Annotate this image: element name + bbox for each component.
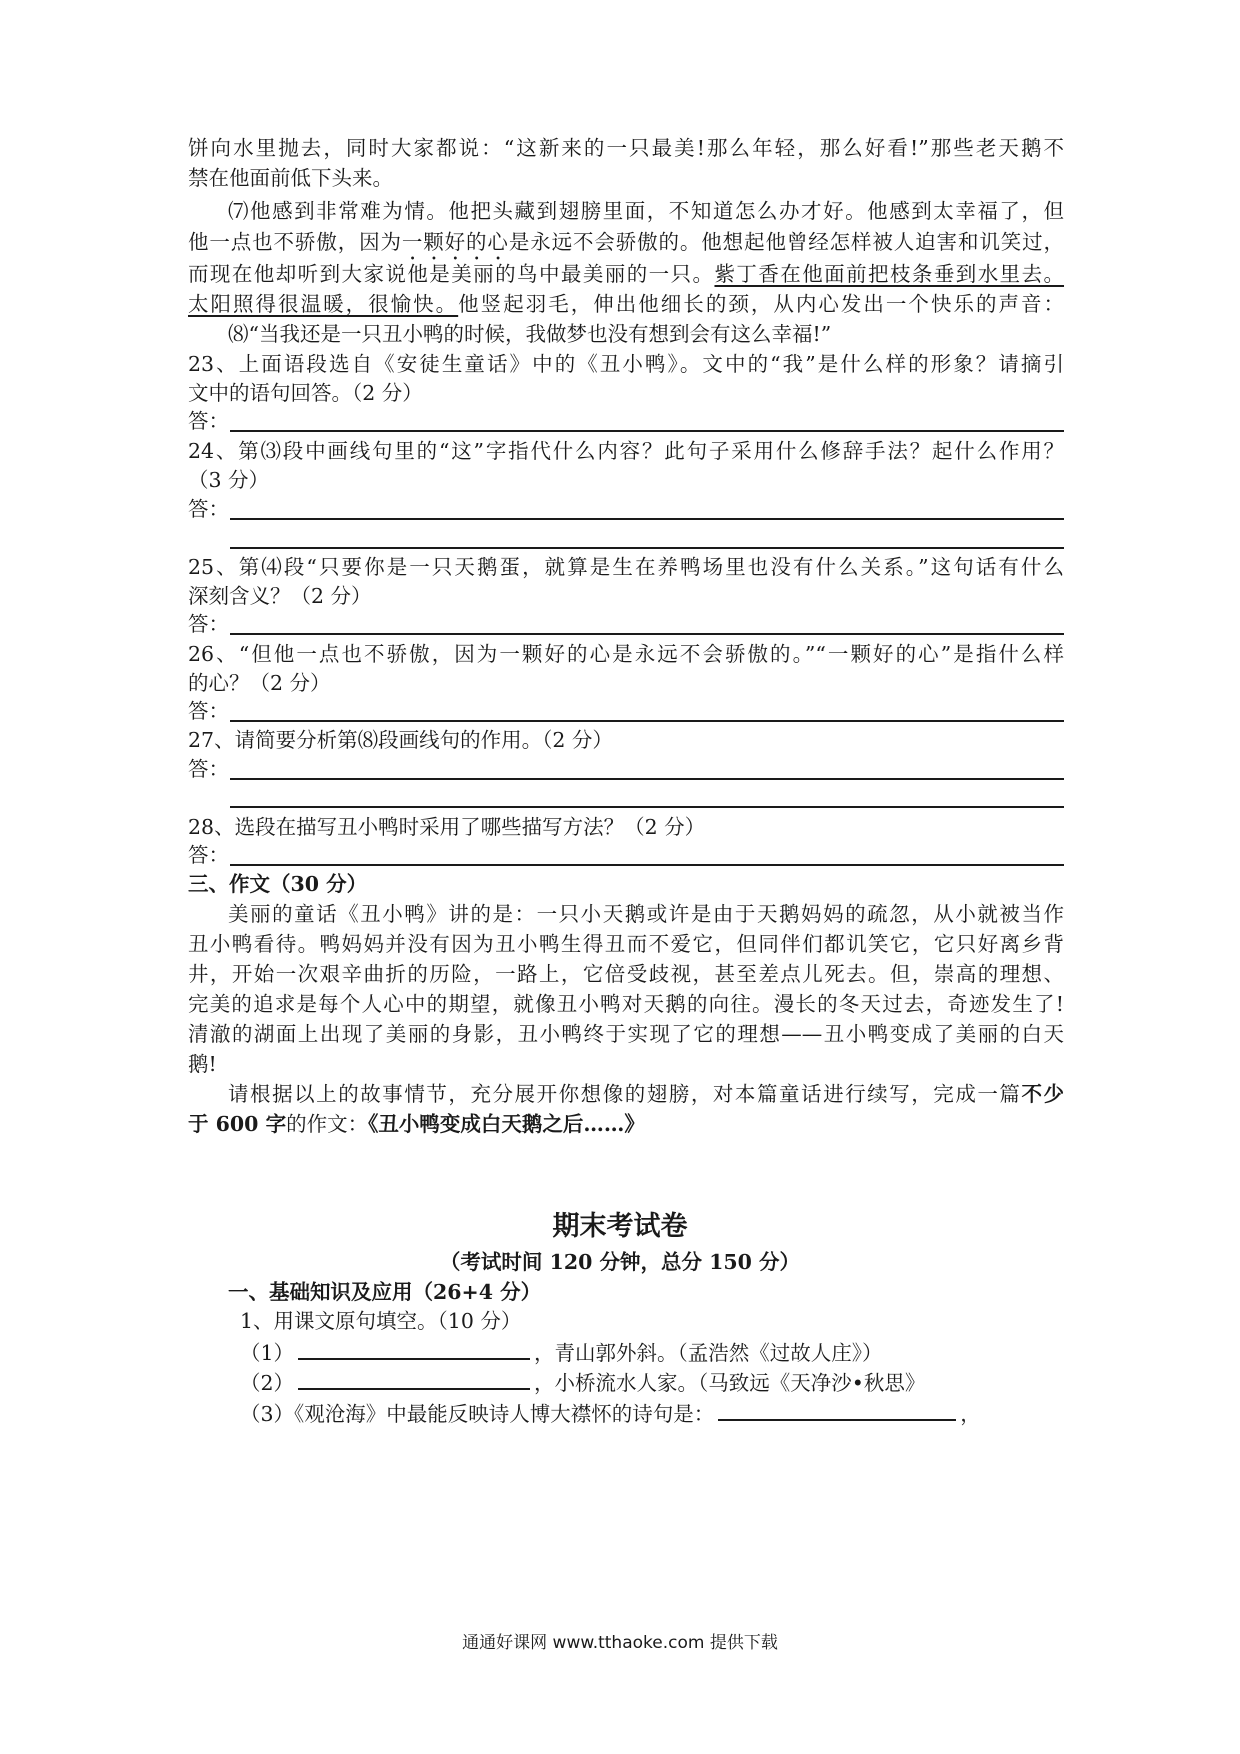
answer-line[interactable] xyxy=(230,547,1064,549)
underlined-sentence: 太阳照得很温暖，很愉快。 xyxy=(188,292,459,316)
text-run: 他竖起羽毛，伸出他细长的颈，从内心发出一个快乐的声音： xyxy=(458,292,1065,316)
fill-text: ，青山郭外斜。（孟浩然《过故人庄》） xyxy=(534,1341,883,1365)
question-26: 26、“但他一点也不骄傲，因为一颗好的心是永远不会骄傲的。”“一颗好的心”是指什么样 xyxy=(188,642,1064,666)
answer-label: 答： xyxy=(188,612,229,636)
composition-line: 清澈的湖面上出现了美丽的身影，丑小鸭终于实现了它的理想——丑小鸭变成了美丽的白天 xyxy=(188,1022,1064,1046)
exam-subtitle: （考试时间 120 分钟，总分 150 分） xyxy=(439,1250,801,1274)
paragraph-7-line: ⑺他感到非常难为情。他把头藏到翅膀里面，不知道怎么办才好。他感到太幸福了，但 xyxy=(228,199,1064,223)
answer-label: 答： xyxy=(188,757,229,781)
composition-line xyxy=(228,1079,1064,1109)
question-1: 1、用课文原句填空。（10 分） xyxy=(240,1309,522,1333)
fill-blank[interactable] xyxy=(718,1397,956,1421)
fill-text: ，小桥流水人家。（马致远《天净沙•秋思》 xyxy=(534,1371,926,1395)
answer-27 xyxy=(188,754,1064,784)
text-run: 他一点也不骄傲，因为 xyxy=(188,230,402,254)
answer-line[interactable] xyxy=(230,430,1064,432)
item-number: （1） xyxy=(240,1341,295,1365)
composition-line xyxy=(188,1109,1064,1139)
text-run: 而现在他却听到大家说他是美丽的鸟中最美丽的一只。 xyxy=(188,262,715,286)
section-heading: 三、作文（30 分） xyxy=(188,872,368,896)
answer-label: 答： xyxy=(188,409,229,433)
question-26: 的心？（2 分） xyxy=(188,671,331,695)
fill-row xyxy=(240,1366,925,1396)
dotted-emphasis: 一颗好的心 xyxy=(401,230,509,254)
answer-line[interactable] xyxy=(230,778,1064,780)
passage-line: 禁在他面前低下头来。 xyxy=(188,166,393,190)
fill-blank[interactable] xyxy=(298,1366,530,1390)
composition-line: 井，开始一次艰辛曲折的历险，一路上，它倍受歧视，甚至差点儿死去。但，崇高的理想、 xyxy=(188,962,1064,986)
text-run: 是永远不会骄傲的。他想起他曾经怎样被人迫害和讥笑过， xyxy=(508,230,1064,254)
question-25: 25、第⑷段“只要你是一只天鹅蛋，就算是生在养鸭场里也没有什么关系。”这句话有什么 xyxy=(188,555,1064,579)
answer-24 xyxy=(188,494,1064,524)
composition-line: 丑小鸭看待。鸭妈妈并没有因为丑小鸭生得丑而不爱它，但同伴们都讥笑它，它只好离乡背 xyxy=(188,932,1064,956)
passage-line: 饼向水里抛去，同时大家都说：“这新来的一只最美!那么年轻，那么好看!”那些老天鹅不 xyxy=(188,136,1064,160)
question-24: （3 分） xyxy=(188,468,270,492)
composition-line: 完美的追求是每个人心中的期望，就像丑小鸭对天鹅的向往。漫长的冬天过去，奇迹发生了! xyxy=(188,992,1064,1016)
fill-text: （3）《观沧海》中最能反映诗人博大襟怀的诗句是： xyxy=(240,1402,715,1426)
bold-text: 不少 xyxy=(1021,1082,1065,1106)
answer-line[interactable] xyxy=(230,806,1064,808)
answer-label: 答： xyxy=(188,843,229,867)
answer-23 xyxy=(188,406,1064,436)
item-number: （2） xyxy=(240,1371,295,1395)
paragraph-7-line xyxy=(188,289,1064,319)
question-27: 27、请简要分析第⑻段画线句的作用。（2 分） xyxy=(188,728,613,752)
bold-text: 于 600 字 xyxy=(188,1112,287,1136)
text-run: 的作文： xyxy=(286,1112,369,1136)
answer-line[interactable] xyxy=(230,720,1064,722)
paragraph-8: ⑻“当我还是一只丑小鸭的时候，我做梦也没有想到会有这么幸福!” xyxy=(228,322,832,346)
text-run: 请根据以上的故事情节，充分展开你想像的翅膀，对本篇童话进行续写，完成一篇 xyxy=(228,1082,1022,1106)
answer-26 xyxy=(188,696,1064,726)
question-23: 文中的语句回答。（2 分） xyxy=(188,381,423,405)
answer-25 xyxy=(188,609,1064,639)
exam-title: 期末考试卷 xyxy=(552,1211,688,1242)
answer-label: 答： xyxy=(188,699,229,723)
composition-line: 鹅! xyxy=(188,1052,217,1076)
question-23: 23、上面语段选自《安徒生童话》中的《丑小鸭》。文中的“我”是什么样的形象？请摘引 xyxy=(188,352,1064,376)
underlined-sentence: 紫丁香在他面前把枝条垂到水里去。 xyxy=(714,262,1065,286)
question-24: 24、第⑶段中画线句里的“这”字指代什么内容？此句子采用什么修辞手法？起什么作用？ xyxy=(188,439,1064,463)
fill-blank[interactable] xyxy=(298,1336,530,1360)
answer-28 xyxy=(188,840,1064,870)
answer-line[interactable] xyxy=(230,633,1064,635)
answer-line[interactable] xyxy=(230,518,1064,520)
fill-row xyxy=(240,1397,981,1427)
composition-line: 美丽的童话《丑小鸭》讲的是：一只小天鹅或许是由于天鹅妈妈的疏忽，从小就被当作 xyxy=(228,902,1064,926)
composition-title: 《丑小鸭变成白天鹅之后……》 xyxy=(368,1112,645,1136)
paragraph-7-line xyxy=(188,227,1064,257)
answer-label: 答： xyxy=(188,497,229,521)
answer-line[interactable] xyxy=(230,864,1064,866)
section-heading: 一、基础知识及应用（26+4 分） xyxy=(228,1280,542,1304)
question-28: 28、选段在描写丑小鸭时采用了哪些描写方法？（2 分） xyxy=(188,815,706,839)
page-footer: 通通好课网 www.tthaoke.com 提供下载 xyxy=(462,1633,778,1653)
fill-text: ， xyxy=(960,1402,981,1426)
question-25: 深刻含义？（2 分） xyxy=(188,584,372,608)
paragraph-7-line xyxy=(188,259,1064,289)
fill-row xyxy=(240,1336,883,1366)
